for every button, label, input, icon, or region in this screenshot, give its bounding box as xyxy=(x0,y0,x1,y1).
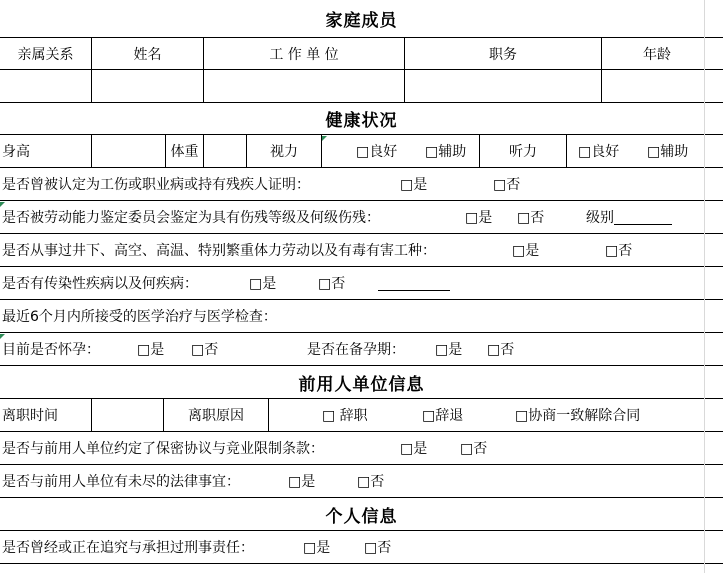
confidential-question: 是否与前用人单位约定了保密协议与竞业限制条款： xyxy=(2,441,324,457)
header-age: 年龄 xyxy=(643,46,671,63)
section-health-title-row xyxy=(0,103,723,135)
section-family-title-row xyxy=(0,0,723,38)
pregnancy-row xyxy=(0,333,723,366)
section-former-title-row xyxy=(0,366,723,399)
labor-grade-row xyxy=(0,201,723,234)
pregnant-no-checkbox[interactable]: □否 xyxy=(191,342,219,358)
infectious-question: 是否有传染性疾病以及何疾病： xyxy=(2,276,198,292)
header-workplace: 工 作 单 位 xyxy=(269,46,339,63)
disability-cert-row xyxy=(0,168,723,201)
labor-no-checkbox[interactable]: □否 xyxy=(517,210,545,226)
infectious-disease-underline xyxy=(378,276,450,291)
section-title-personal: 个人信息 xyxy=(325,506,398,527)
pregnant-question: 目前是否怀孕： xyxy=(2,342,100,358)
legal-question: 是否与前用人单位有未尽的法律事宜： xyxy=(2,474,240,490)
reason-mutual-checkbox[interactable]: □协商一致解除合同 xyxy=(515,408,641,424)
hearing-good-checkbox[interactable]: □良好 xyxy=(578,144,620,160)
preparing-question: 是否在备孕期： xyxy=(307,342,405,358)
family-data-row xyxy=(0,70,723,103)
name-input-cell[interactable] xyxy=(92,70,203,102)
leave-reason-label: 离职原因 xyxy=(188,408,244,424)
pregnant-yes-checkbox[interactable]: □是 xyxy=(137,342,165,358)
vision-label: 视力 xyxy=(270,144,298,160)
legal-no-checkbox[interactable]: □否 xyxy=(357,474,385,490)
infectious-row xyxy=(0,267,723,300)
leave-time-label: 离职时间 xyxy=(2,408,58,424)
labor-level-field[interactable] xyxy=(586,201,681,233)
preparing-yes-checkbox[interactable]: □是 xyxy=(435,342,463,358)
leave-row xyxy=(0,399,723,432)
treatment-row xyxy=(0,300,723,333)
height-input-cell[interactable] xyxy=(92,135,165,167)
labor-level-underline xyxy=(614,210,672,225)
criminal-yes-checkbox[interactable]: □是 xyxy=(303,540,331,556)
disability-no-checkbox[interactable]: □否 xyxy=(493,177,521,193)
labor-yes-checkbox[interactable]: □是 xyxy=(465,210,493,226)
leave-time-input-cell[interactable] xyxy=(92,399,163,431)
vision-aid-checkbox[interactable]: □辅助 xyxy=(425,144,467,160)
weight-label: 体重 xyxy=(170,144,199,160)
labor-grade-question: 是否被劳动能力鉴定委员会鉴定为具有伤残等级及何级伤残： xyxy=(2,210,380,226)
preparing-no-checkbox[interactable]: □否 xyxy=(487,342,515,358)
infectious-disease-field[interactable] xyxy=(378,267,453,299)
hazard-question: 是否从事过井下、高空、高温、特别繁重体力劳动以及有毒有害工种： xyxy=(2,243,436,259)
infectious-yes-checkbox[interactable]: □是 xyxy=(249,276,277,292)
section-title-health: 健康状况 xyxy=(325,111,398,131)
criminal-question: 是否曾经或正在追究与承担过刑事责任： xyxy=(2,540,254,556)
sheet-gridline xyxy=(704,0,723,573)
legal-row xyxy=(0,465,723,498)
vision-good-checkbox[interactable]: □良好 xyxy=(356,144,398,160)
section-personal-title-row xyxy=(0,498,723,531)
hazard-row xyxy=(0,234,723,267)
age-input-cell[interactable] xyxy=(602,70,712,102)
section-title-former-employer: 前用人单位信息 xyxy=(298,374,425,395)
hazard-no-checkbox[interactable]: □否 xyxy=(605,243,633,259)
confidential-no-checkbox[interactable]: □否 xyxy=(460,441,488,457)
hazard-yes-checkbox[interactable]: □是 xyxy=(512,243,540,259)
header-name: 姓名 xyxy=(133,46,162,63)
height-label: 身高 xyxy=(2,144,30,160)
header-relation: 亲属关系 xyxy=(17,46,74,63)
header-position: 职务 xyxy=(489,46,517,63)
labor-level-label: 级别 xyxy=(586,210,614,226)
health-basic-row xyxy=(0,135,723,168)
confidential-row xyxy=(0,432,723,465)
workplace-input-cell[interactable] xyxy=(204,70,404,102)
weight-input-cell[interactable] xyxy=(204,135,246,167)
confidential-yes-checkbox[interactable]: □是 xyxy=(400,441,428,457)
disability-cert-question: 是否曾被认定为工伤或职业病或持有残疾人证明： xyxy=(2,177,310,193)
hearing-aid-checkbox[interactable]: □辅助 xyxy=(647,144,689,160)
criminal-row xyxy=(0,531,723,564)
legal-yes-checkbox[interactable]: □是 xyxy=(288,474,316,490)
reason-resign-checkbox[interactable]: □ 辞职 xyxy=(322,408,368,424)
position-input-cell[interactable] xyxy=(405,70,601,102)
infectious-no-checkbox[interactable]: □否 xyxy=(318,276,346,292)
disability-yes-checkbox[interactable]: □是 xyxy=(400,177,428,193)
family-header-row xyxy=(0,38,723,70)
reason-dismiss-checkbox[interactable]: □辞退 xyxy=(422,408,464,424)
treatment-question: 最近6个月内所接受的医学治疗与医学检查： xyxy=(2,309,277,325)
hearing-label: 听力 xyxy=(509,144,537,160)
section-title-family: 家庭成员 xyxy=(325,11,398,31)
relation-input-cell[interactable] xyxy=(0,70,91,102)
criminal-no-checkbox[interactable]: □否 xyxy=(364,540,392,556)
